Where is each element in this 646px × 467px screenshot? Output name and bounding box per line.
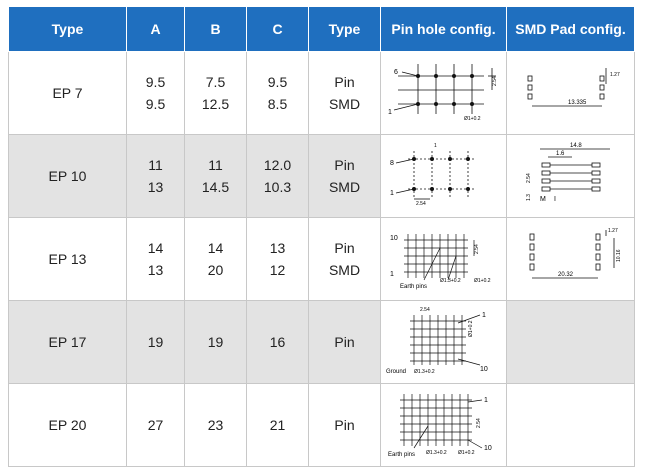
- svg-text:Ø1.3+0.2: Ø1.3+0.2: [413, 369, 435, 375]
- cell-type: EP 20: [9, 384, 127, 467]
- svg-text:8: 8: [389, 160, 394, 167]
- cell-a: 19: [127, 301, 185, 384]
- pin-hole-drawing: [384, 220, 504, 292]
- cell-kind: Pin: [309, 384, 381, 467]
- svg-text:Ø1+0.2: Ø1+0.2: [467, 320, 474, 337]
- svg-text:20.32: 20.32: [557, 272, 573, 278]
- svg-text:1.27: 1.27: [607, 228, 618, 234]
- cell-type: EP 17: [9, 301, 127, 384]
- cell-kind: Pin: [309, 301, 381, 384]
- svg-text:Ground: Ground: [385, 369, 406, 375]
- svg-text:I: I: [553, 196, 556, 203]
- cell-a: 9.5 9.5: [127, 52, 185, 135]
- header-pin-hole-config: Pin hole config.: [381, 7, 507, 52]
- table-row-ep10: [9, 135, 635, 218]
- svg-text:10: 10: [389, 235, 398, 242]
- svg-text:Earth pins: Earth pins: [387, 452, 415, 458]
- svg-text:1: 1: [483, 397, 488, 404]
- svg-text:1: 1: [433, 143, 437, 149]
- cell-kind: Pin SMD: [309, 135, 381, 218]
- header-a: A: [127, 7, 185, 52]
- table-row-ep17: [9, 301, 635, 384]
- smd-pad-diagram-ep10: [507, 135, 635, 218]
- svg-text:1.3: 1.3: [525, 194, 532, 201]
- cell-a: 27: [127, 384, 185, 467]
- pin-hole-diagram-ep10: [381, 135, 507, 218]
- smd-pad-drawing: [510, 220, 632, 292]
- svg-text:1: 1: [481, 312, 486, 319]
- cell-c: 16: [247, 301, 309, 384]
- svg-text:Ø1+0.2: Ø1+0.2: [457, 450, 475, 456]
- svg-text:2.54: 2.54: [473, 244, 480, 254]
- svg-text:10: 10: [483, 445, 492, 452]
- cell-c: 9.5 8.5: [247, 52, 309, 135]
- cell-kind: Pin SMD: [309, 218, 381, 301]
- cell-b: 19: [185, 301, 247, 384]
- svg-text:2.54: 2.54: [475, 418, 482, 428]
- svg-text:1: 1: [387, 109, 392, 116]
- svg-text:2.54: 2.54: [415, 201, 426, 207]
- header-type: Type: [9, 7, 127, 52]
- smd-pad-drawing: [510, 137, 632, 209]
- smd-pad-drawing: [510, 54, 632, 126]
- svg-text:2.54: 2.54: [491, 76, 498, 86]
- smd-pad-empty-ep17: [507, 301, 635, 384]
- svg-text:14.8: 14.8: [569, 143, 582, 149]
- cell-b: 23: [185, 384, 247, 467]
- svg-text:2.54: 2.54: [525, 173, 532, 183]
- pin-hole-diagram-ep7: [381, 52, 507, 135]
- svg-text:2.54: 2.54: [419, 307, 430, 313]
- cell-type: EP 10: [9, 135, 127, 218]
- svg-text:10.16: 10.16: [615, 249, 622, 262]
- cell-c: 21: [247, 384, 309, 467]
- pin-hole-drawing: [384, 54, 504, 126]
- smd-pad-diagram-ep13: [507, 218, 635, 301]
- svg-text:1.27: 1.27: [609, 72, 620, 78]
- svg-text:10: 10: [479, 366, 488, 373]
- smd-pad-diagram-ep7: [507, 52, 635, 135]
- svg-text:Ø1.3+0.2: Ø1.3+0.2: [425, 450, 447, 456]
- header-c: C: [247, 7, 309, 52]
- cell-type: EP 7: [9, 52, 127, 135]
- header-row: [9, 7, 635, 52]
- svg-text:Ø1+0.2: Ø1+0.2: [463, 116, 481, 122]
- ep-core-dimensions-table: [8, 6, 635, 467]
- svg-text:1.6: 1.6: [555, 151, 564, 157]
- svg-text:1: 1: [389, 271, 394, 278]
- svg-text:6: 6: [393, 69, 398, 76]
- cell-b: 14 20: [185, 218, 247, 301]
- ep-core-table-wrapper: [8, 6, 634, 467]
- cell-b: 11 14.5: [185, 135, 247, 218]
- cell-c: 12.0 10.3: [247, 135, 309, 218]
- table-row-ep20: [9, 384, 635, 467]
- table-row-ep13: [9, 218, 635, 301]
- smd-pad-empty-ep20: [507, 384, 635, 467]
- pin-hole-diagram-ep20: [381, 384, 507, 467]
- pin-hole-diagram-ep17: [381, 301, 507, 384]
- pin-hole-drawing: [384, 303, 504, 375]
- header-type-2: Type: [309, 7, 381, 52]
- pin-hole-drawing: [384, 386, 504, 458]
- svg-text:M: M: [539, 196, 546, 203]
- pin-hole-drawing: [384, 137, 504, 209]
- cell-a: 14 13: [127, 218, 185, 301]
- svg-text:Ø1+0.2: Ø1+0.2: [473, 278, 491, 284]
- cell-b: 7.5 12.5: [185, 52, 247, 135]
- header-b: B: [185, 7, 247, 52]
- pin-hole-diagram-ep13: [381, 218, 507, 301]
- svg-text:13.335: 13.335: [567, 100, 586, 106]
- cell-kind: Pin SMD: [309, 52, 381, 135]
- header-smd-pad-config: SMD Pad config.: [507, 7, 635, 52]
- table-row-ep7: [9, 52, 635, 135]
- svg-text:1: 1: [389, 190, 394, 197]
- svg-text:Ø1.3+0.2: Ø1.3+0.2: [439, 278, 461, 284]
- cell-a: 11 13: [127, 135, 185, 218]
- cell-c: 13 12: [247, 218, 309, 301]
- svg-text:Earth pins: Earth pins: [399, 284, 427, 290]
- cell-type: EP 13: [9, 218, 127, 301]
